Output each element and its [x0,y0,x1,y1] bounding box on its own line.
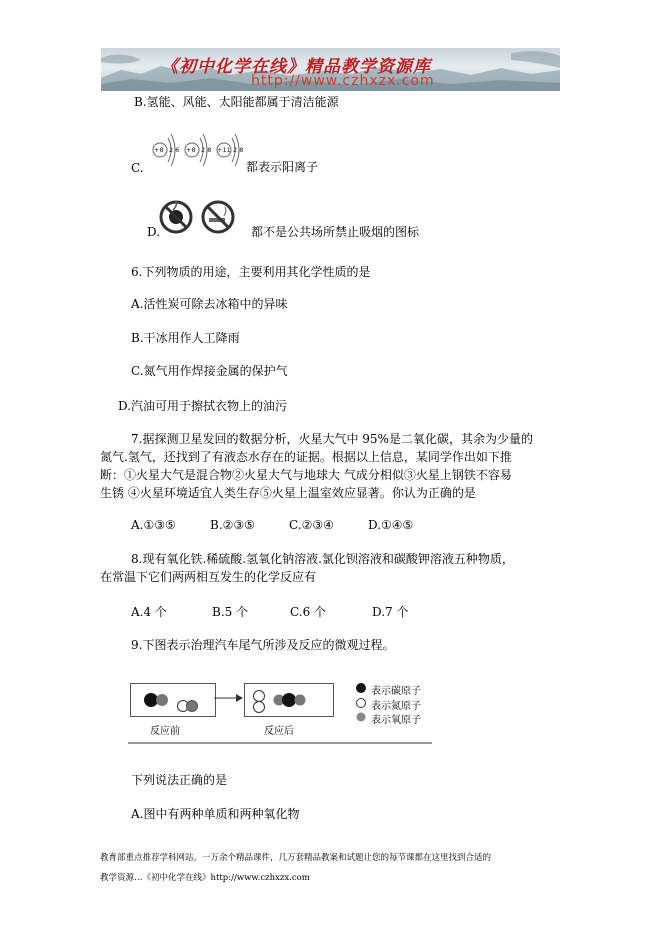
legend-nitrogen-label: 表示氮原子 [371,701,421,712]
footer-line-1: 教育部重点推荐学科网站。一万余个精品课件，几万套精品教案和试题让您的每节课都在这里找到合适的 [100,853,492,863]
q6-option-d: D.汽油可用于擦拭衣物上的油污 [118,399,288,413]
ion-label: +11 [217,146,231,154]
q7-line-4: 生锈 ④火星环境适宜人类生存⑤火星上温室效应显著。你认为正确的是 [100,486,476,500]
no-cigarette-sign-icon [200,199,236,235]
q5-option-c-label: C. [131,161,144,175]
q7-option-a: A.①③⑤ [131,518,176,532]
q8-option-a: A.4 个 [131,605,167,619]
ion-label: +8 [154,146,164,154]
q9-followup: 下列说法正确的是 [131,773,228,787]
q8-line-1: 8.现有氧化铁.稀硫酸.氢氧化钠溶液.氯化钡溶液和碳酸钾溶液五种物质， [131,552,514,566]
q9-option-a: A.图中有两种单质和两种氧化物 [131,807,300,821]
q9-stem: 9.下图表示治理汽车尾气所涉及反应的微观过程。 [131,638,395,652]
q5-option-d-label: D. [147,225,161,239]
q7-option-d: D.①④⑤ [368,518,414,532]
ion-label: 2 6 [169,146,180,154]
ion-structure-diagrams [146,128,246,178]
banner-title: 《初中化学在线》精品教学资源库 [161,57,431,77]
q6-option-b: B.干冰用作人工降雨 [131,331,240,345]
ion-label: 2 8 [201,146,212,154]
q5-option-d-text: 都不是公共场所禁止吸烟的图标 [251,225,420,239]
q6-stem: 6.下列物质的用途，主要利用其化学性质的是 [131,265,371,279]
q7-line-1: 7.据探测卫星发回的数据分析，火星大气中 95%是二氧化碳，其余为少量的 [131,432,533,446]
q7-line-2: 氮气.氢气，还找到了有液态水存在的证据。根据以上信息，某同学作出如下推 [100,450,512,464]
q8-option-c: C.6 个 [290,605,327,619]
q8-line-2: 在常温下它们两两相互发生的化学反应有 [100,570,317,584]
legend-atom-icons [354,680,368,725]
q7-option-c: C.②③④ [289,518,334,532]
q5-option-b: B.氢能、风能、太阳能都属于清洁能源 [134,95,339,109]
no-smoking-sign-icon [158,199,194,235]
footer-line-2: 教学资源…《初中化学在线》http://www.czhxzx.com [100,873,310,883]
before-reaction-box [130,683,216,717]
q6-option-c: C.氮气用作焊接金属的保护气 [131,364,288,378]
q8-option-d: D.7 个 [372,605,409,619]
reaction-diagram [128,675,432,744]
q6-option-a: A.活性炭可除去冰箱中的异味 [131,297,288,311]
after-reaction-label: 反应后 [264,726,294,737]
q7-option-b: B.②③⑤ [210,518,255,532]
q8-option-b: B.5 个 [212,605,249,619]
legend-oxygen-label: 表示氧原子 [371,715,421,726]
header-banner [101,48,560,91]
q5-option-c-text: 都表示阳离子 [246,160,319,174]
ion-label: +8 [186,146,196,154]
ion-label: 2 8 [233,146,244,154]
legend-carbon-label: 表示碳原子 [371,686,421,697]
q7-line-3: 断：①火星大气是混合物②火星大气与地球大 气成分相似③火星上钢铁不容易 [100,468,512,482]
arrow-right-icon [214,693,244,703]
before-reaction-label: 反应前 [150,726,180,737]
banner-url[interactable]: http://www.czhxzx.com [251,73,435,89]
after-reaction-box [244,683,334,717]
